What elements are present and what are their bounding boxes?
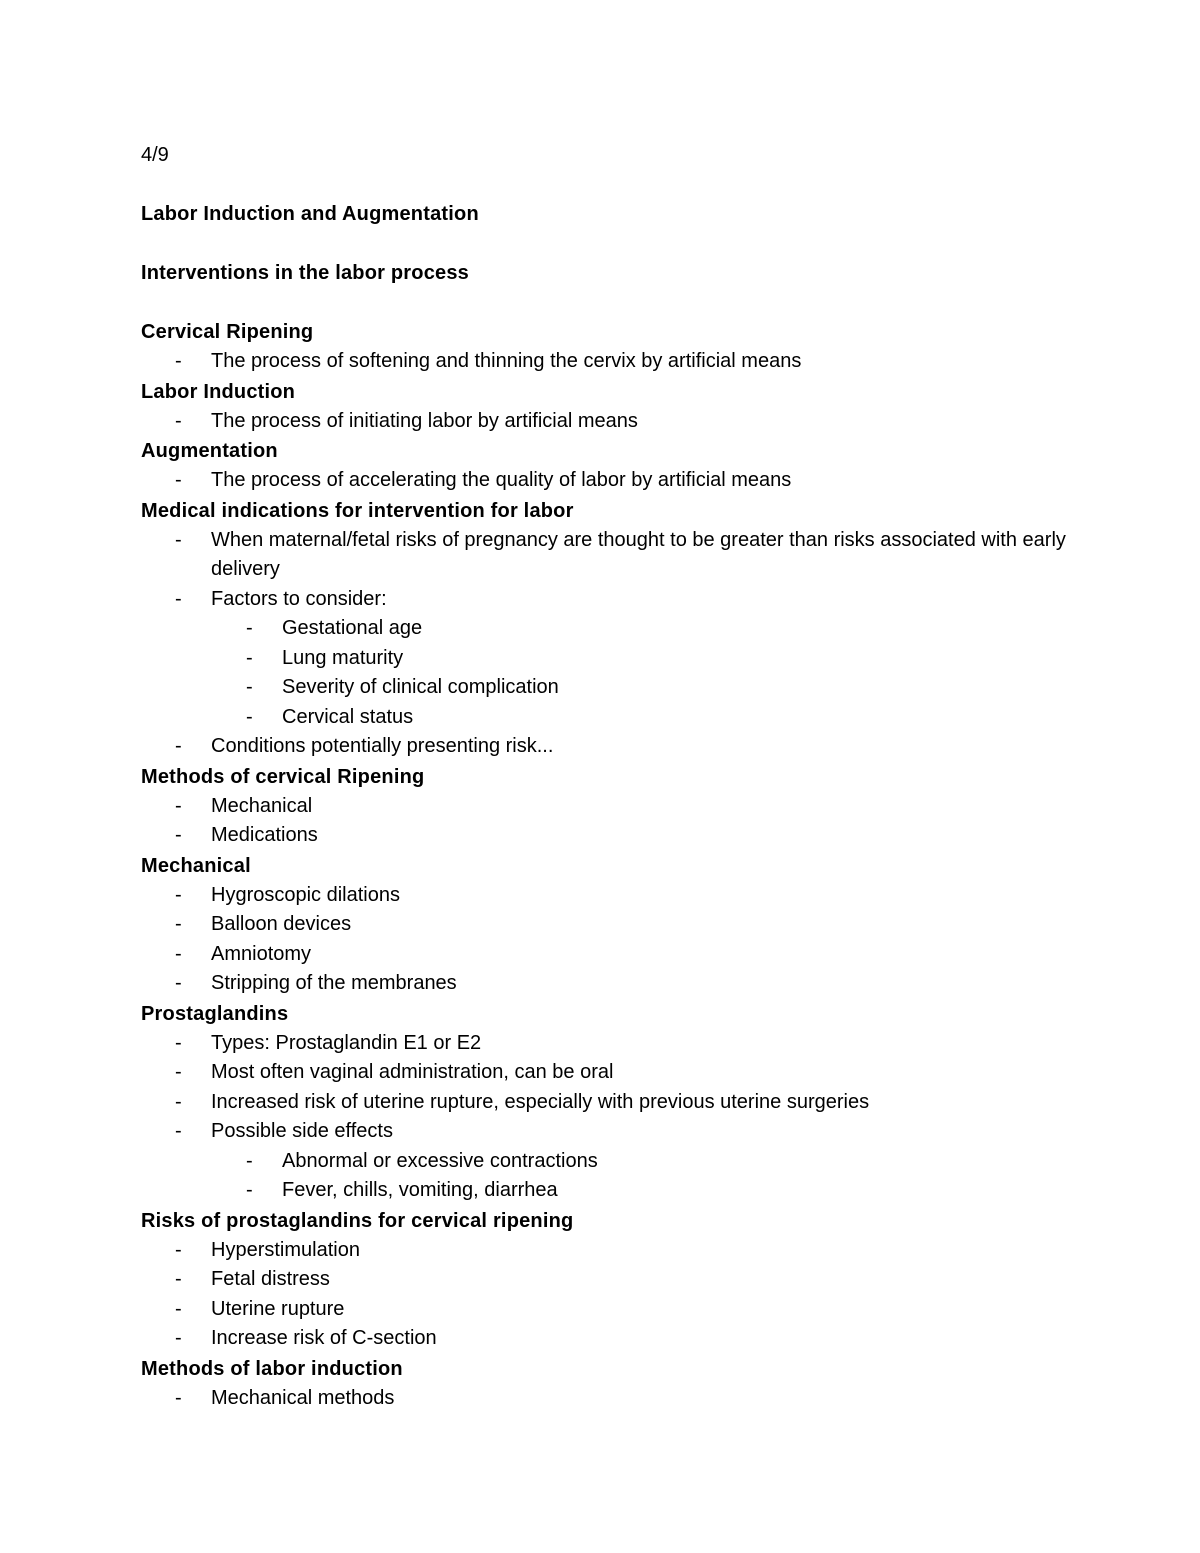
spacer (141, 170, 1071, 199)
section-heading: Methods of cervical Ripening (141, 765, 425, 788)
bullet-item: - Mechanical methods (141, 1384, 1071, 1414)
bullet-item: - Types: Prostaglandin E1 or E2 (141, 1029, 1071, 1059)
bullet-item: - Possible side effects (141, 1117, 1071, 1147)
bullet-list (141, 466, 1071, 496)
sub-bullet-item: - Abnormal or excessive contractions (141, 1147, 1071, 1177)
bullet-list (141, 1384, 1071, 1414)
bullet-list (141, 792, 1071, 851)
document-subtitle: Interventions in the labor process (141, 262, 469, 284)
bullet-item: - Most often vaginal administration, can be oral (141, 1058, 1071, 1088)
date-label: 4/9 (141, 144, 169, 166)
bullet-item: - Increased risk of uterine rupture, especially with previous uterine surgeries (141, 1088, 1071, 1118)
section-heading: Medical indications for intervention for labor (141, 499, 574, 522)
bullet-item: - When maternal/fetal risks of pregnancy are thought to be greater than risks associated with early delivery (141, 526, 1071, 585)
bullet-item: - The process of accelerating the quality of labor by artificial means (141, 466, 1071, 496)
bullet-list (141, 1029, 1071, 1206)
notes-sections (141, 317, 1071, 1413)
sub-bullet-item: - Fever, chills, vomiting, diarrhea (141, 1176, 1071, 1206)
note-section (141, 1354, 1071, 1414)
bullet-item: - Uterine rupture (141, 1295, 1071, 1325)
bullet-list (141, 526, 1071, 762)
document-title: Labor Induction and Augmentation (141, 203, 479, 225)
note-section (141, 436, 1071, 496)
bullet-item: - Fetal distress (141, 1265, 1071, 1295)
note-section (141, 762, 1071, 851)
sub-bullet-item: - Cervical status (141, 703, 1071, 733)
spacer (141, 288, 1071, 317)
note-section (141, 1206, 1071, 1354)
spacer (141, 229, 1071, 258)
bullet-item: - Increase risk of C-section (141, 1324, 1071, 1354)
bullet-list (141, 407, 1071, 437)
sub-bullet-item: - Lung maturity (141, 644, 1071, 674)
bullet-item: - Medications (141, 821, 1071, 851)
bullet-item: - The process of softening and thinning the cervix by artificial means (141, 347, 1071, 377)
bullet-item: - Hyperstimulation (141, 1236, 1071, 1266)
document-page (141, 140, 1071, 1413)
section-heading: Risks of prostaglandins for cervical ripening (141, 1209, 574, 1232)
section-heading: Labor Induction (141, 380, 296, 403)
note-section (141, 851, 1071, 999)
section-heading: Mechanical (141, 854, 251, 877)
section-heading: Prostaglandins (141, 1002, 289, 1025)
bullet-item: - Amniotomy (141, 940, 1071, 970)
section-heading: Methods of labor induction (141, 1357, 403, 1380)
sub-bullet-item: - Severity of clinical complication (141, 673, 1071, 703)
note-section (141, 496, 1071, 762)
bullet-item: - Hygroscopic dilations (141, 881, 1071, 911)
bullet-item: - Balloon devices (141, 910, 1071, 940)
section-heading: Augmentation (141, 440, 278, 462)
bullet-list (141, 1236, 1071, 1354)
section-heading: Cervical Ripening (141, 321, 314, 343)
sub-bullet-item: - Gestational age (141, 614, 1071, 644)
note-section (141, 317, 1071, 377)
bullet-item: - Stripping of the membranes (141, 969, 1071, 999)
bullet-list (141, 881, 1071, 999)
bullet-item: - Factors to consider: (141, 585, 1071, 615)
bullet-list (141, 347, 1071, 377)
note-section (141, 999, 1071, 1206)
note-section (141, 377, 1071, 437)
bullet-item: - Mechanical (141, 792, 1071, 822)
bullet-item: - The process of initiating labor by artificial means (141, 407, 1071, 437)
bullet-item: - Conditions potentially presenting risk... (141, 732, 1071, 762)
